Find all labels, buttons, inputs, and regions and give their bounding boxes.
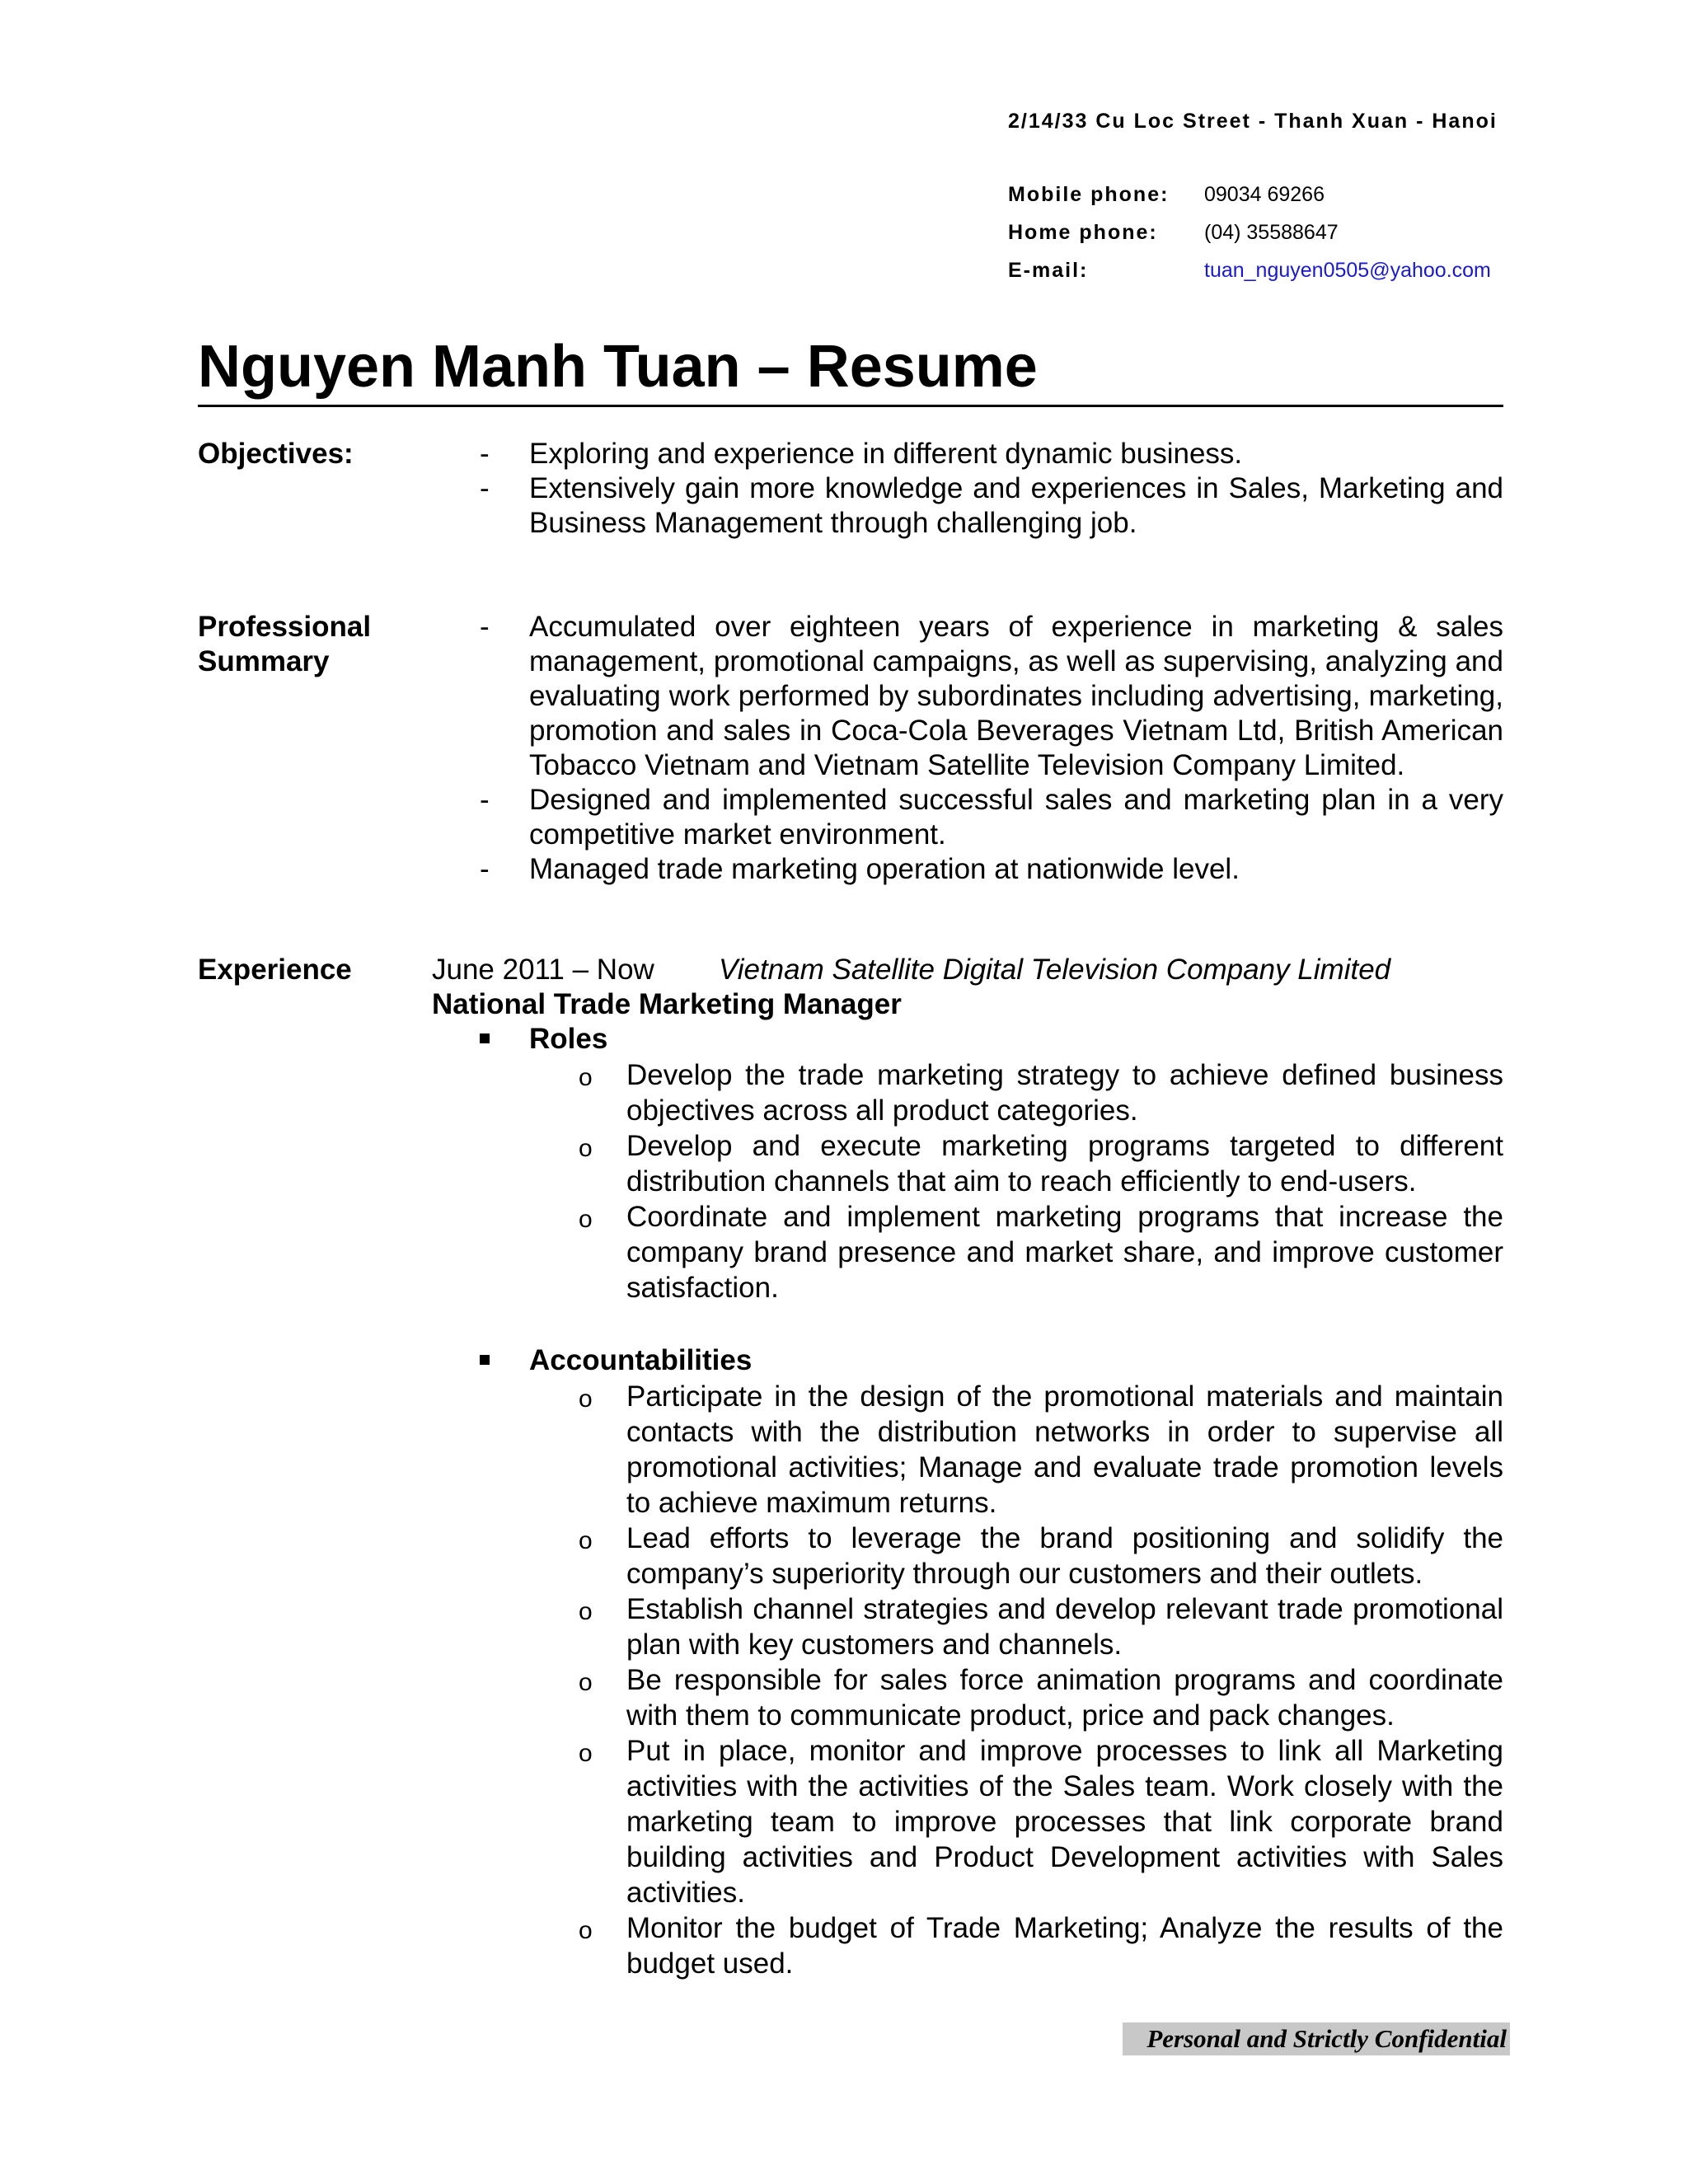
list-item: o Participate in the design of the promotional materials and maintain contacts with the distribution networks in order to supervise all promotional activities; Manage and evaluate trade promotion levels to achieve maximum returns. — [579, 1380, 1503, 1519]
email-link[interactable]: tuan_nguyen0505@yahoo.com — [1204, 259, 1491, 282]
list-item: o Develop and execute marketing programs targeted to different distribution channels that aim to reach efficiently to end-users. — [579, 1130, 1503, 1197]
experience-header — [432, 953, 1390, 987]
resume-title: Nguyen Manh Tuan – Resume — [198, 334, 1038, 400]
job-date: June 2011 – Now — [432, 954, 654, 986]
list-item: o Coordinate and implement marketing programs that increase the company brand presence and market share, and improve customer satisfaction. — [579, 1201, 1503, 1304]
summary-label: Professional Summary — [198, 611, 372, 677]
title-divider — [198, 405, 1503, 407]
email-row — [1008, 259, 1491, 297]
list-item: o Lead efforts to leverage the brand positioning and solidify the company’s superiority through our customers and their outlets. — [579, 1522, 1503, 1590]
mobile-value: 09034 69266 — [1204, 183, 1325, 206]
email-label: E-mail: — [1008, 259, 1089, 282]
confidential-footer: Personal and Strictly Confidential — [1123, 2022, 1510, 2055]
circle-bullet-icon: o — [579, 1385, 593, 1413]
circle-bullet-icon: o — [579, 1669, 593, 1696]
list-item: o Put in place, monitor and improve processes to link all Marketing activities with the activities of the Sales team. Work closely with the marketing team to improve processes that link corporate brand building activities and Product Development activities with Sales activities. — [579, 1735, 1503, 1909]
home-phone-value: (04) 35588647 — [1204, 221, 1339, 244]
list-item: - Exploring and experience in different dynamic business. — [480, 438, 1243, 470]
circle-bullet-icon: o — [579, 1135, 593, 1162]
square-bullet-icon — [480, 1355, 490, 1365]
square-bullet-icon — [480, 1033, 490, 1043]
objectives-list — [480, 437, 1503, 541]
list-item: o Monitor the budget of Trade Marketing; Analyze the results of the budget used. — [579, 1912, 1503, 1980]
home-phone-label: Home phone: — [1008, 221, 1158, 244]
mobile-label: Mobile phone: — [1008, 183, 1170, 206]
list-item: - Designed and implemented successful sales and marketing plan in a very competitive market environment. — [480, 784, 1503, 851]
circle-bullet-icon: o — [579, 1064, 593, 1091]
circle-bullet-icon: o — [579, 1598, 593, 1625]
job-company: Vietnam Satellite Digital Television Company Limited — [719, 954, 1391, 986]
circle-bullet-icon: o — [579, 1740, 593, 1767]
circle-bullet-icon: o — [579, 1527, 593, 1554]
list-item: o Develop the trade marketing strategy to achieve defined business objectives across all product categories. — [579, 1059, 1503, 1127]
list-item: - Accumulated over eighteen years of experience in marketing & sales management, promotional campaigns, as well as supervising, analyzing and evaluating work performed by subordinates including advertising, marketing, promotion and sales in Coca-Cola Beverages Vietnam Ltd, British American Tobacco Vietnam and Vietnam Satellite Television Company Limited. — [480, 611, 1503, 781]
mobile-row — [1008, 183, 1491, 221]
circle-bullet-icon: o — [579, 1917, 593, 1944]
address: 2/14/33 Cu Loc Street - Thanh Xuan - Hanoi — [1008, 110, 1498, 133]
list-item: - Managed trade marketing operation at nationwide level. — [480, 853, 1240, 885]
list-item: o Establish channel strategies and develop relevant trade promotional plan with key customers and channels. — [579, 1593, 1503, 1661]
roles-list — [577, 1057, 1503, 1305]
home-phone-row — [1008, 221, 1491, 259]
accountabilities-list — [577, 1379, 1503, 1981]
list-item: o Be responsible for sales force animation programs and coordinate with them to communicate product, price and pack changes. — [579, 1664, 1503, 1732]
job-position: National Trade Marketing Manager — [432, 988, 902, 1020]
experience-label: Experience — [198, 954, 352, 986]
objectives-label: Objectives: — [198, 438, 354, 470]
summary-list — [480, 610, 1503, 887]
circle-bullet-icon: o — [579, 1206, 593, 1233]
contact-info — [1008, 183, 1491, 297]
list-item: - Extensively gain more knowledge and experiences in Sales, Marketing and Business Management through challenging job. — [480, 472, 1503, 539]
